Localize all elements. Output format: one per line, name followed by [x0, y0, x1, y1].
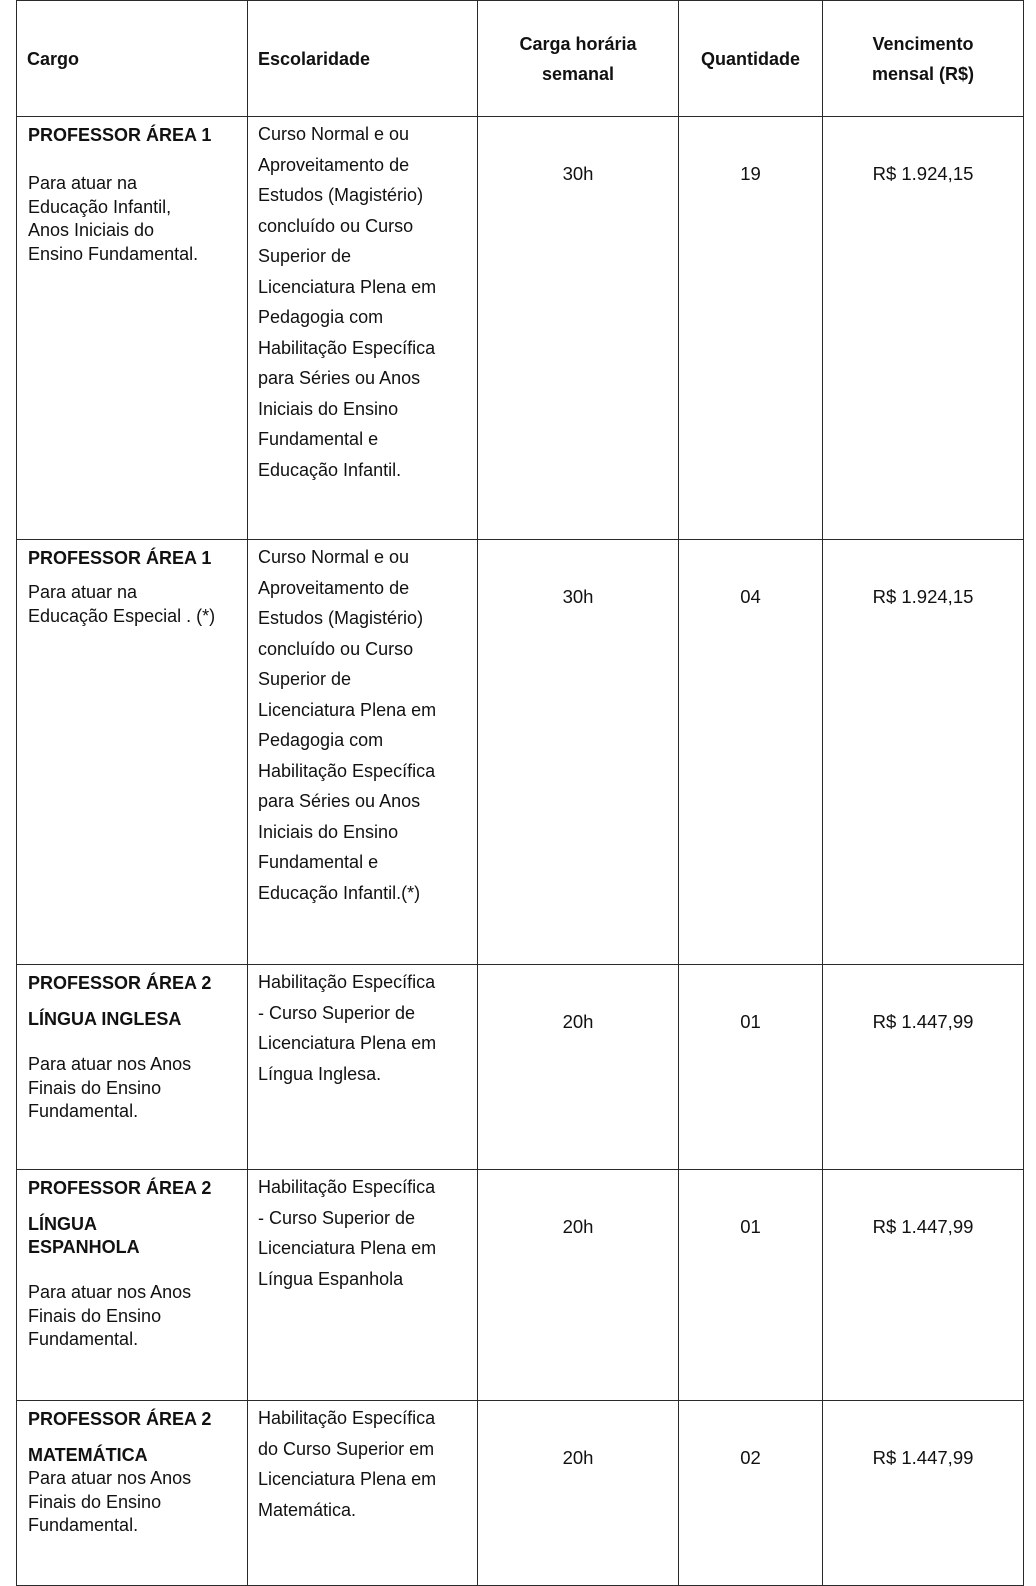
- carga-cell: 20h: [478, 1401, 679, 1586]
- escolaridade-cell: [248, 1170, 478, 1401]
- cargo-title: PROFESSOR ÁREA 1: [28, 548, 212, 568]
- carga-cell: 20h: [478, 965, 679, 1170]
- escolaridade-cell: [248, 965, 478, 1170]
- vencimento-cell: R$ 1.447,99: [823, 1170, 1024, 1401]
- escolaridade-cell: [248, 117, 478, 540]
- cargo-cell: [17, 1170, 248, 1401]
- positions-table-container: [16, 0, 1023, 1586]
- cargo-cell: [17, 540, 248, 965]
- positions-table: [16, 0, 1024, 1586]
- carga-cell: 30h: [478, 540, 679, 965]
- escolaridade-cell: [248, 540, 478, 965]
- table-row: [17, 540, 1024, 965]
- cargo-title: PROFESSOR ÁREA 2: [28, 1409, 212, 1429]
- cargo-title: PROFESSOR ÁREA 2: [28, 1178, 212, 1198]
- header-escolaridade: Escolaridade: [248, 1, 478, 117]
- table-row: [17, 1401, 1024, 1586]
- cargo-title: PROFESSOR ÁREA 1: [28, 125, 212, 145]
- table-header-row: [17, 1, 1024, 117]
- quantidade-cell: 19: [679, 117, 823, 540]
- cargo-cell: [17, 1401, 248, 1586]
- cargo-description: Para atuar nos Anos Finais do Ensino Fundamental.: [28, 1468, 192, 1535]
- cargo-description: Para atuar na Educação Especial . (*): [28, 582, 216, 626]
- cargo-subtitle: MATEMÁTICA: [28, 1445, 148, 1465]
- quantidade-cell: 01: [679, 1170, 823, 1401]
- cargo-subtitle: LÍNGUA ESPANHOLA: [28, 1214, 140, 1257]
- escolaridade-cell: [248, 1401, 478, 1586]
- vencimento-cell: R$ 1.924,15: [823, 117, 1024, 540]
- escolaridade-text: Habilitação Específica - Curso Superior de Licenciatura Plena em Língua Inglesa.: [258, 972, 437, 1084]
- header-cargo: Cargo: [17, 1, 248, 117]
- cargo-subtitle: LÍNGUA INGLESA: [28, 1009, 182, 1029]
- header-carga-line2: semanal: [541, 63, 615, 84]
- quantidade-cell: 01: [679, 965, 823, 1170]
- quantidade-cell: 02: [679, 1401, 823, 1586]
- vencimento-cell: R$ 1.447,99: [823, 965, 1024, 1170]
- cargo-cell: [17, 965, 248, 1170]
- cargo-description: Para atuar nos Anos Finais do Ensino Fundamental.: [28, 1054, 192, 1121]
- carga-cell: 30h: [478, 117, 679, 540]
- cargo-description: Para atuar nos Anos Finais do Ensino Fundamental.: [28, 1282, 192, 1349]
- header-vencimento: [823, 1, 1024, 117]
- carga-cell: 20h: [478, 1170, 679, 1401]
- escolaridade-text: Habilitação Específica do Curso Superior em Licenciatura Plena em Matemática.: [258, 1408, 437, 1520]
- header-venc-line1: Vencimento: [872, 33, 974, 54]
- vencimento-cell: R$ 1.924,15: [823, 540, 1024, 965]
- header-venc-line2: mensal (R$): [871, 63, 975, 84]
- table-row: [17, 117, 1024, 540]
- cargo-title: PROFESSOR ÁREA 2: [28, 973, 212, 993]
- escolaridade-text: Curso Normal e ou Aproveitamento de Estudos (Magistério) concluído ou Curso Superior de Licenciatura Plena em Pedagogia com Habilitação Específica para Séries ou Anos Iniciais do Ensino Fundamental e Educação Infantil.(*): [258, 547, 437, 903]
- escolaridade-text: Habilitação Específica - Curso Superior de Licenciatura Plena em Língua Espanhola: [258, 1177, 437, 1289]
- table-row: [17, 965, 1024, 1170]
- header-carga-line1: Carga horária: [519, 33, 637, 54]
- cargo-cell: [17, 117, 248, 540]
- escolaridade-text: Curso Normal e ou Aproveitamento de Estudos (Magistério) concluído ou Curso Superior de Licenciatura Plena em Pedagogia com Habilitação Específica para Séries ou Anos Iniciais do Ensino Fundamental e Educação Infantil.: [258, 124, 437, 480]
- table-row: [17, 1170, 1024, 1401]
- header-carga-horaria: [478, 1, 679, 117]
- header-quantidade: Quantidade: [679, 1, 823, 117]
- cargo-description: Para atuar na Educação Infantil, Anos Iniciais do Ensino Fundamental.: [28, 173, 199, 264]
- quantidade-cell: 04: [679, 540, 823, 965]
- vencimento-cell: R$ 1.447,99: [823, 1401, 1024, 1586]
